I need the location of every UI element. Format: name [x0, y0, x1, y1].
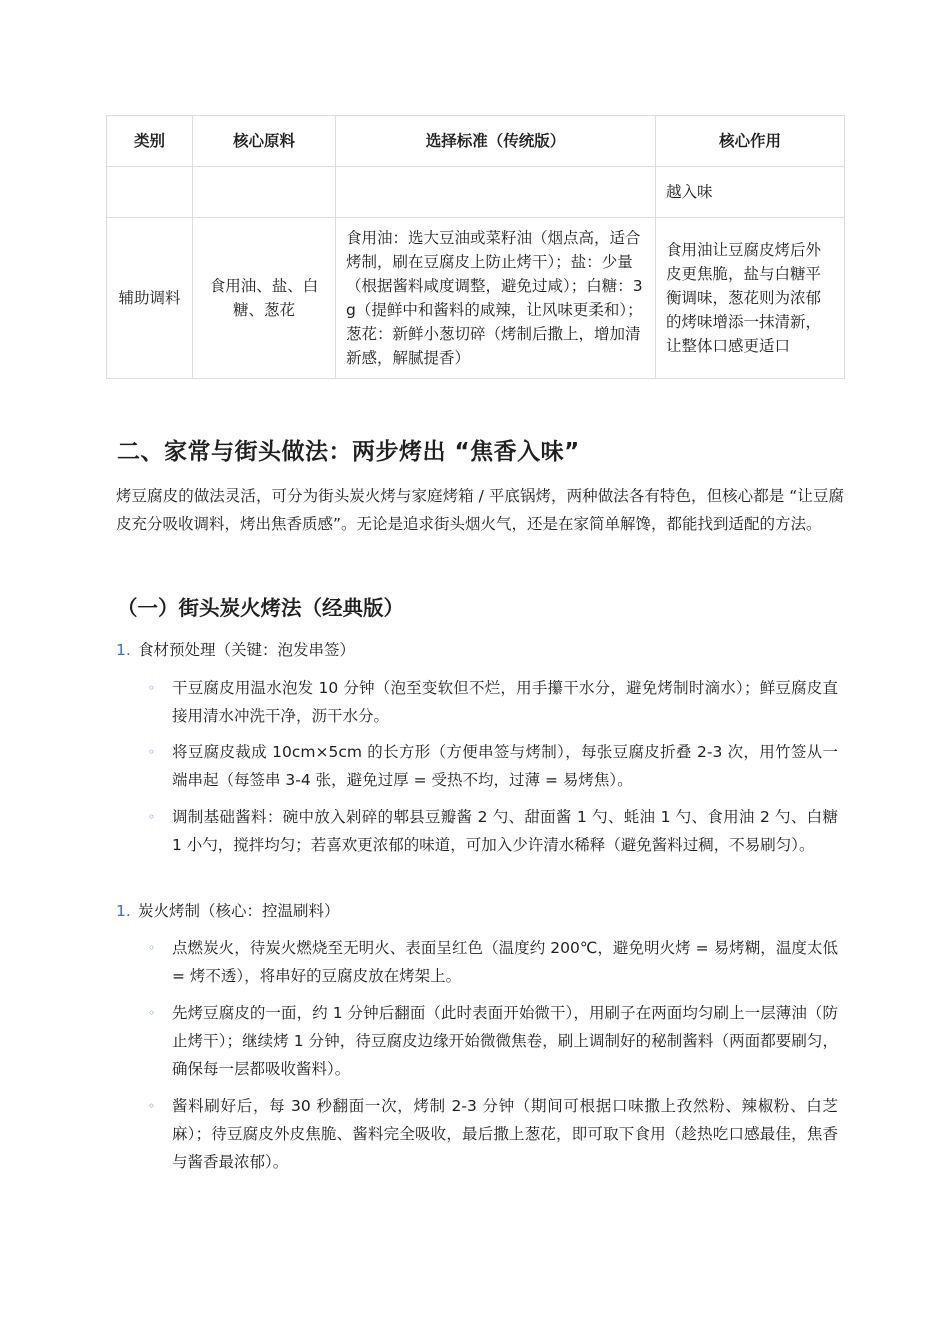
bullet-icon: ◦: [148, 810, 156, 824]
table-cell: 辅助调料: [107, 218, 193, 379]
bullet-item: [148, 1092, 838, 1176]
table-cell: 食用油、盐、白糖、葱花: [193, 218, 336, 379]
subsection-heading: （一）街头炭火烤法（经典版）: [117, 596, 404, 620]
bullet-icon: ◦: [148, 1099, 156, 1113]
list-number: 1.: [116, 641, 131, 659]
table-cell: 食用油：选大豆油或菜籽油（烟点高，适合烤制，刷在豆腐皮上防止烤干）；盐：少量（根据酱料咸度调整，避免过咸）；白糖：3g（提鲜中和酱料的咸辣，让风味更柔和）；葱花：新鲜小葱切碎（烤制后撒上，增加清新感，解腻提香）: [336, 218, 656, 379]
table-row: [107, 167, 845, 218]
section-intro: 烤豆腐皮的做法灵活，可分为街头炭火烤与家庭烤箱 / 平底锅烤，两种做法各有特色，但核心都是 “让豆腐皮充分吸收调料，烤出焦香质感”。无论是追求街头烟火气，还是在家简单解馋，都能找到适配的方法。: [116, 487, 844, 533]
table-row: [107, 218, 845, 379]
list-label: 食材预处理（关键：泡发串签）: [138, 641, 356, 659]
list-item: [116, 636, 355, 664]
header-category: 类别: [107, 116, 193, 167]
ingredients-table: [106, 115, 845, 379]
bullet-text: 点燃炭火，待炭火燃烧至无明火、表面呈红色（温度约 200℃，避免明火烤 = 易烤糊，温度太低 = 烤不透），将串好的豆腐皮放在烤架上。: [172, 939, 838, 985]
table-cell: [193, 167, 336, 218]
bullet-icon: ◦: [148, 745, 156, 759]
list-number: 1.: [116, 902, 131, 920]
bullet-text: 将豆腐皮裁成 10cm×5cm 的长方形（方便串签与烤制），每张豆腐皮折叠 2-3 次，用竹签从一端串起（每签串 3-4 张，避免过厚 = 受热不均，过薄 = 易烤焦）。: [172, 743, 838, 789]
bullet-item: [148, 934, 838, 990]
header-selection-standard: 选择标准（传统版）: [336, 116, 656, 167]
bullet-icon: ◦: [148, 681, 156, 695]
bullet-item: [148, 674, 838, 730]
bullet-item: [148, 738, 838, 794]
bullet-text: 酱料刷好后，每 30 秒翻面一次，烤制 2-3 分钟（期间可根据口味撒上孜然粉、辣椒粉、白芝麻）；待豆腐皮外皮焦脆、酱料完全吸收，最后撒上葱花，即可取下食用（趁热吃口感最佳，焦香与酱香最浓郁）。: [172, 1097, 838, 1171]
list-item: [116, 897, 340, 925]
table-header-row: [107, 116, 845, 167]
table-cell: [107, 167, 193, 218]
bullet-item: [148, 803, 838, 859]
bullet-icon: ◦: [148, 1006, 156, 1020]
table-cell: [336, 167, 656, 218]
table-cell: 食用油让豆腐皮烤后外皮更焦脆，盐与白糖平衡调味，葱花则为浓郁的烤味增添一抹清新，让整体口感更适口: [656, 218, 845, 379]
header-core-ingredient: 核心原料: [193, 116, 336, 167]
list-label: 炭火烤制（核心：控温刷料）: [138, 902, 340, 920]
bullet-icon: ◦: [148, 941, 156, 955]
header-core-function: 核心作用: [656, 116, 845, 167]
bullet-text: 干豆腐皮用温水泡发 10 分钟（泡至变软但不烂，用手攥干水分，避免烤制时滴水）；鲜豆腐皮直接用清水冲洗干净，沥干水分。: [172, 679, 838, 725]
section-heading: 二、家常与街头做法：两步烤出 “焦香入味”: [117, 439, 580, 465]
bullet-text: 先烤豆腐皮的一面，约 1 分钟后翻面（此时表面开始微干），用刷子在两面均匀刷上一层薄油（防止烤干）；继续烤 1 分钟，待豆腐皮边缘开始微微焦卷，刷上调制好的秘制酱料（两面都要刷匀，确保每一层都吸收酱料）。: [172, 1004, 838, 1078]
table-cell: 越入味: [656, 167, 845, 218]
bullet-text: 调制基础酱料：碗中放入剁碎的郫县豆瓣酱 2 勺、甜面酱 1 勺、蚝油 1 勺、食用油 2 勺、白糖 1 小勺，搅拌均匀；若喜欢更浓郁的味道，可加入少许清水稀释（避免酱料过稠，不易刷匀）。: [172, 808, 838, 854]
bullet-item: [148, 999, 838, 1083]
